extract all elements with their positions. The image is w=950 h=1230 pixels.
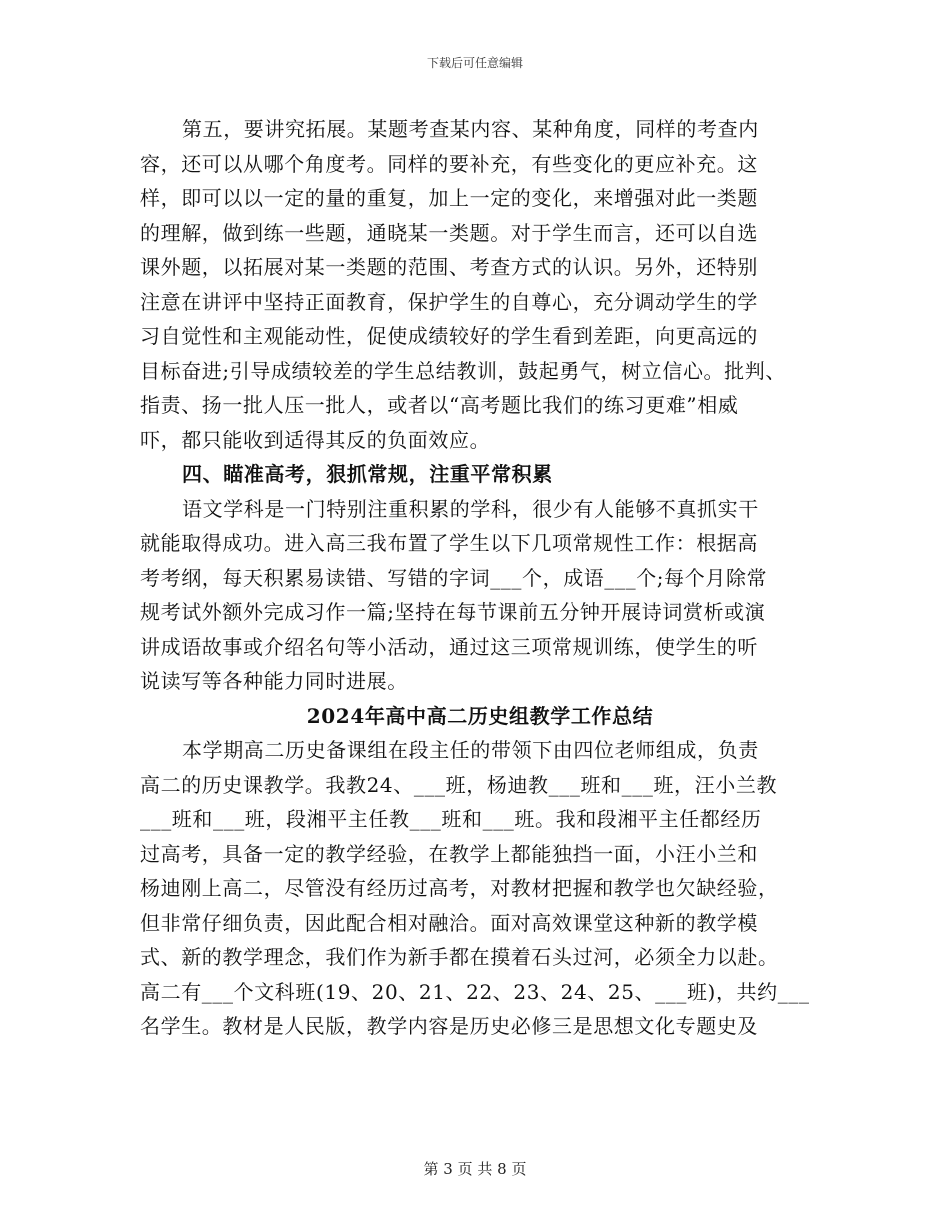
paragraph-line: 名学生。教材是人民版，教学内容是历史必修三是思想文化专题史及	[140, 1014, 758, 1038]
page-footer: 第 3 页 共 8 页	[423, 1160, 527, 1178]
paragraph-line: 规考试外额外完成习作一篇;坚持在每节课前五分钟开展诗词赏析或演	[140, 600, 766, 624]
paragraph-line: 注意在讲评中坚持正面教育，保护学生的自尊心，充分调动学生的学	[140, 289, 758, 314]
paragraph-line: 目标奋进;引导成绩较差的学生总结教训，鼓起勇气，树立信心。批判、	[140, 358, 786, 383]
paragraph-line: 习自觉性和主观能动性，促使成绩较好的学生看到差距，向更高远的	[140, 324, 758, 348]
paragraph-line: 第五，要讲究拓展。某题考查某内容、某种角度，同样的考查内	[182, 117, 759, 141]
paragraph-line: 高二的历史课教学。我教24、___班，杨迪教___班和___班，汪小兰教	[140, 772, 778, 797]
paragraph-line: 讲成语故事或介绍名句等小活动，通过这三项常规训练，使学生的听	[140, 634, 758, 659]
paragraph-line: 但非常仔细负责，因此配合相对融洽。面对高效课堂这种新的教学模	[140, 910, 758, 935]
paragraph-line: 样，即可以以一定的量的重复，加上一定的变化，来增强对此一类题	[140, 186, 758, 210]
document-title: 2024年高中高二历史组教学工作总结	[306, 703, 654, 728]
paragraph-line: 语文学科是一门特别注重积累的学科，很少有人能够不真抓实干	[182, 496, 759, 521]
paragraph-line: 杨迪刚上高二，尽管没有经历过高考，对教材把握和教学也欠缺经验，	[140, 876, 779, 900]
paragraph-line: 高二有___个文科班(19、20、21、22、23、24、25、___班)，共约___	[140, 979, 810, 1004]
paragraph-line: 指责、扬一批人压一批人，或者以“高考题比我们的练习更难”相威	[140, 393, 739, 417]
paragraph-line: 说读写等各种能力同时进展。	[140, 669, 408, 693]
document-body	[140, 112, 820, 1044]
paragraph-line: 容，还可以从哪个角度考。同样的要补充，有些变化的更应补充。这	[140, 151, 758, 176]
section-heading: 四、瞄准高考，狠抓常规，注重平常积累	[182, 462, 553, 486]
paragraph-line: ___班和___班，段湘平主任教___班和___班。我和段湘平主任都经历	[140, 807, 762, 831]
paragraph-line: 课外题，以拓展对某一类题的范围、考查方式的认识。另外，还特别	[140, 255, 758, 279]
paragraph-line: 就能取得成功。进入高三我布置了学生以下几项常规性工作：根据高	[140, 531, 758, 555]
paragraph-line: 式、新的教学理念，我们作为新手都在摸着石头过河，必须全力以赴。	[140, 945, 779, 969]
paragraph-line: 本学期高二历史备课组在段主任的带领下由四位老师组成，负责	[182, 738, 759, 762]
page-header: 下载后可任意编辑	[426, 56, 523, 70]
paragraph-line: 考考纲，每天积累易读错、写错的字词___个，成语___个;每个月除常	[140, 565, 768, 590]
paragraph-line: 过高考，具备一定的教学经验，在教学上都能独挡一面，小汪小兰和	[140, 841, 758, 866]
paragraph-line: 的理解，做到练一些题，通晓某一类题。对于学生而言，还可以自选	[140, 220, 758, 245]
paragraph-line: 吓，都只能收到适得其反的负面效应。	[140, 427, 491, 452]
